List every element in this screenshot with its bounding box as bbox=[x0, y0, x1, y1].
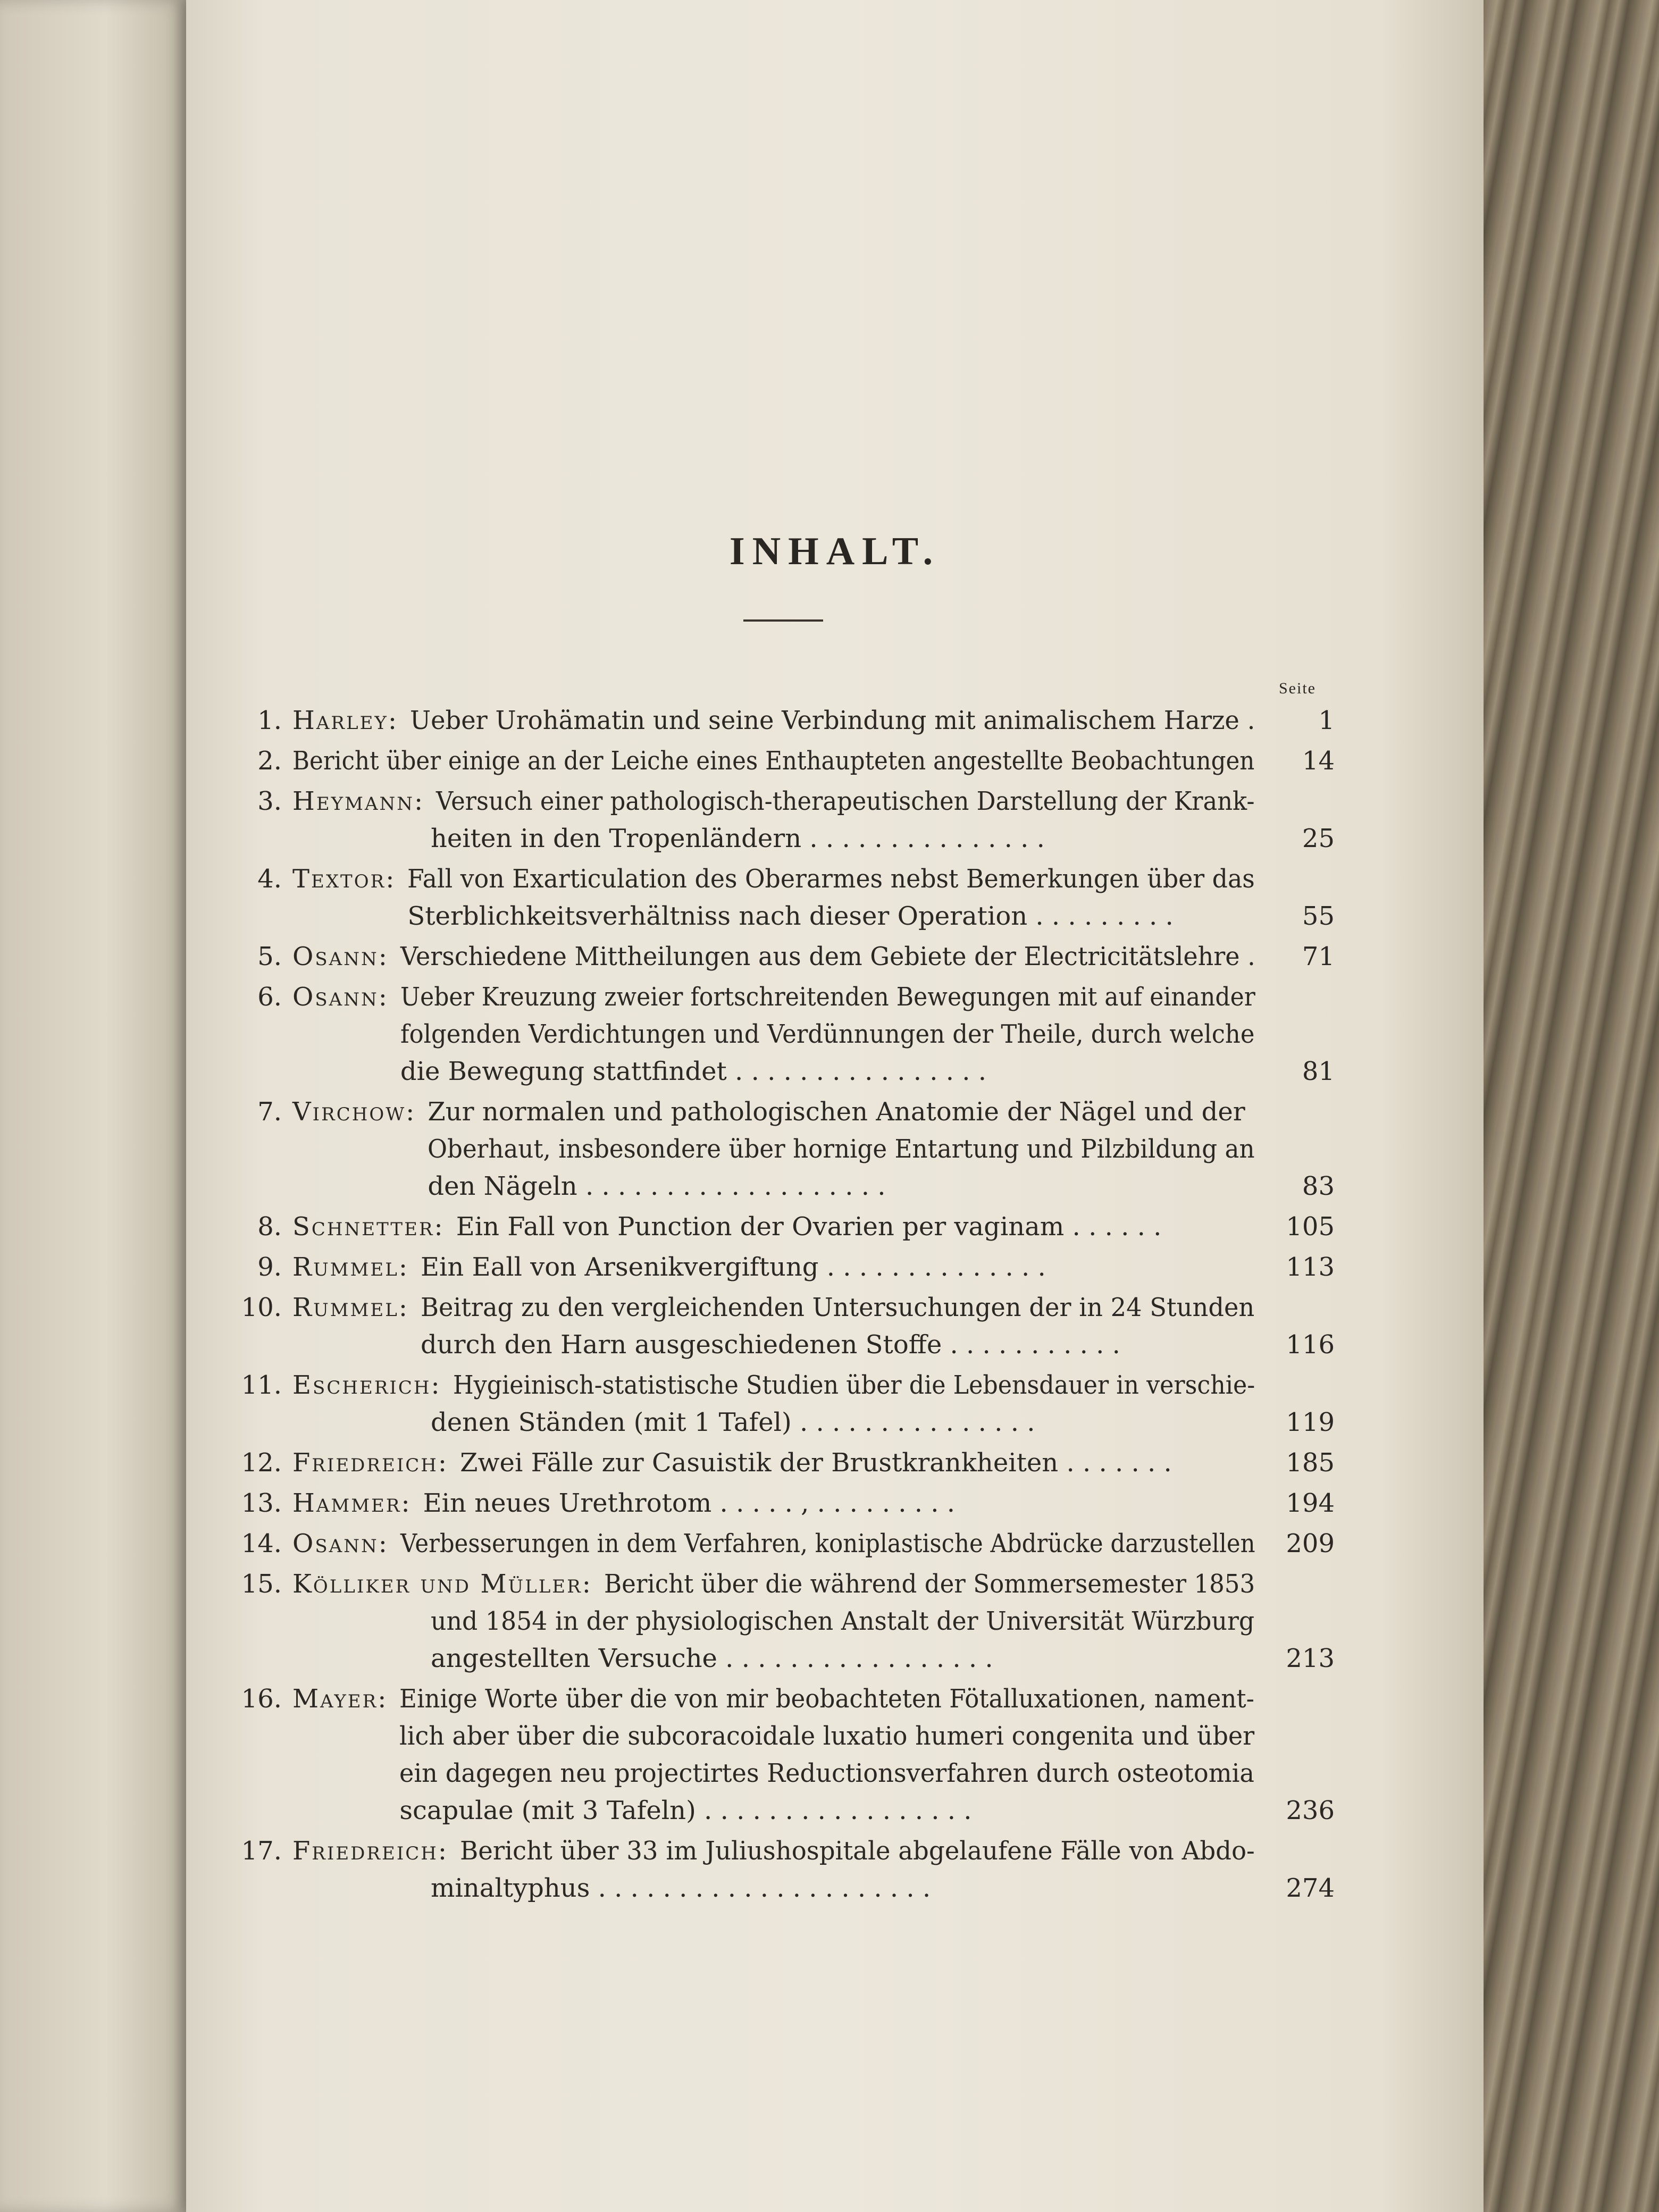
entry-title-line: Verschiedene Mittheilungen aus dem Gebiete der Electricitätslehre . bbox=[400, 942, 1255, 971]
entry-number: 16. bbox=[241, 1684, 282, 1714]
entry-title-line: ein dagegen neu projectirtes Reductionsverfahren durch osteotomia bbox=[399, 1758, 1255, 1788]
entry-title-line: und 1854 in der physiologischen Anstalt der Universität Würzburg bbox=[431, 1606, 1255, 1636]
entry-author: Virchow: bbox=[292, 1097, 416, 1127]
entry-page-number: 119 bbox=[1286, 1407, 1335, 1437]
entry-title-line: Bericht über einige an der Leiche eines Enthaupteten angestellte Beobachtungen bbox=[292, 746, 1255, 776]
entry-number: 3. bbox=[257, 786, 282, 816]
entry-title-line: Einige Worte über die von mir beobachteten Fötalluxationen, nament- bbox=[399, 1684, 1255, 1714]
entry-author: Escherich: bbox=[292, 1370, 441, 1400]
entry-page-number: 81 bbox=[1302, 1057, 1335, 1086]
entry-title-line: Versuch einer pathologisch-therapeutischen Darstellung der Krank- bbox=[436, 786, 1255, 816]
entry-number: 7. bbox=[257, 1097, 282, 1127]
entry-number: 13. bbox=[241, 1488, 282, 1518]
entry-number: 12. bbox=[241, 1448, 282, 1478]
entry-title-line: Ein Fall von Punction der Ovarien per vaginam . . . . . . bbox=[456, 1212, 1162, 1242]
entry-number: 1. bbox=[257, 706, 282, 735]
entry-title-line: heiten in den Tropenländern . . . . . . . . . . . . . . . bbox=[431, 824, 1045, 853]
entry-page-number: 116 bbox=[1286, 1330, 1335, 1360]
entry-title-line: Beitrag zu den vergleichenden Untersuchungen der in 24 Stunden bbox=[421, 1293, 1255, 1322]
entry-number: 10. bbox=[241, 1293, 282, 1322]
entry-author: Osann: bbox=[292, 1529, 389, 1559]
title-divider bbox=[743, 619, 823, 622]
entry-author: Schnetter: bbox=[292, 1212, 445, 1242]
entry-title-line: folgenden Verdichtungen und Verdünnungen der Theile, durch welche bbox=[400, 1019, 1255, 1049]
entry-title-line: Hygieinisch-statistische Studien über die Lebensdauer in verschie- bbox=[453, 1370, 1255, 1400]
entry-title-line: Ueber Kreuzung zweier fortschreitenden Bewegungen mit auf einander bbox=[400, 982, 1255, 1012]
entry-number: 8. bbox=[257, 1212, 282, 1242]
entry-title-line: die Bewegung stattfindet . . . . . . . . . . . . . . . . bbox=[400, 1057, 987, 1086]
entry-author: Friedreich: bbox=[292, 1448, 449, 1478]
entry-number: 9. bbox=[257, 1252, 282, 1282]
entry-number: 4. bbox=[257, 864, 282, 894]
entry-title-line: Fall von Exarticulation des Oberarmes nebst Bemerkungen über das bbox=[407, 864, 1255, 894]
entry-title-line: minaltyphus . . . . . . . . . . . . . . . . . . . . . bbox=[431, 1873, 931, 1903]
book-page bbox=[186, 0, 1484, 2212]
entry-author: Rummel: bbox=[292, 1252, 409, 1282]
entry-title-line: Ein Eall von Arsenikvergiftung . . . . . . . . . . . . . . bbox=[421, 1252, 1046, 1282]
entry-page-number: 185 bbox=[1286, 1448, 1335, 1478]
entry-title-line: Ein neues Urethrotom . . . . . , . . . . . . . . . bbox=[423, 1488, 956, 1518]
entry-number: 17. bbox=[241, 1836, 282, 1866]
entry-page-number: 83 bbox=[1302, 1171, 1335, 1201]
page-title: INHALT. bbox=[729, 530, 941, 573]
entry-page-number: 274 bbox=[1286, 1873, 1335, 1903]
entry-title-line: angestellten Versuche . . . . . . . . . . . . . . . . . bbox=[431, 1644, 993, 1673]
entry-page-number: 14 bbox=[1302, 746, 1335, 776]
entry-author: Heymann: bbox=[292, 786, 425, 816]
entry-author: Friedreich: bbox=[292, 1836, 449, 1866]
entry-title-line: durch den Harn ausgeschiedenen Stoffe . . . . . . . . . . . bbox=[421, 1330, 1120, 1360]
entry-page-number: 105 bbox=[1286, 1212, 1335, 1242]
entry-title-line: lich aber über die subcoracoidale luxatio humeri congenita und über bbox=[399, 1721, 1255, 1751]
entry-author: Osann: bbox=[292, 982, 389, 1012]
entry-page-number: 236 bbox=[1286, 1796, 1335, 1825]
entry-author: Mayer: bbox=[292, 1684, 388, 1714]
entry-author: Hammer: bbox=[292, 1488, 412, 1518]
entry-author: Rummel: bbox=[292, 1293, 409, 1322]
entry-page-number: 71 bbox=[1302, 942, 1335, 971]
entry-page-number: 113 bbox=[1286, 1252, 1335, 1282]
entry-title-line: Bericht über 33 im Juliushospitale abgelaufene Fälle von Abdo- bbox=[460, 1836, 1255, 1866]
entry-page-number: 209 bbox=[1286, 1529, 1335, 1559]
entry-page-number: 25 bbox=[1302, 824, 1335, 853]
entry-number: 5. bbox=[257, 942, 282, 971]
entry-title-line: Ueber Urohämatin und seine Verbindung mit animalischem Harze . bbox=[410, 706, 1255, 735]
entry-page-number: 55 bbox=[1302, 901, 1335, 931]
entry-number: 15. bbox=[241, 1569, 282, 1599]
entry-title-line: Zwei Fälle zur Casuistik der Brustkrankheiten . . . . . . . bbox=[460, 1448, 1172, 1478]
entry-number: 6. bbox=[257, 982, 282, 1012]
entry-number: 11. bbox=[241, 1370, 282, 1400]
previous-page-edge bbox=[0, 0, 191, 2212]
seite-column-label: Seite bbox=[1279, 680, 1316, 697]
entry-number: 14. bbox=[241, 1529, 282, 1559]
entry-title-line: Sterblichkeitsverhältniss nach dieser Operation . . . . . . . . . bbox=[407, 901, 1174, 931]
entry-title-line: den Nägeln . . . . . . . . . . . . . . . . . . . bbox=[428, 1171, 886, 1201]
entry-author: Kölliker und Müller: bbox=[292, 1569, 592, 1599]
entry-page-number: 1 bbox=[1318, 706, 1335, 735]
entry-title-line: Bericht über die während der Sommersemester 1853 bbox=[604, 1569, 1255, 1599]
entry-number: 2. bbox=[257, 746, 282, 776]
entry-author: Harley: bbox=[292, 706, 399, 735]
entry-title-line: scapulae (mit 3 Tafeln) . . . . . . . . . . . . . . . . . bbox=[399, 1796, 972, 1825]
entry-page-number: 213 bbox=[1286, 1644, 1335, 1673]
entry-page-number: 194 bbox=[1286, 1488, 1335, 1518]
entry-title-line: Oberhaut, insbesondere über hornige Entartung und Pilzbildung an bbox=[428, 1134, 1255, 1164]
entry-author: Osann: bbox=[292, 942, 389, 971]
entry-title-line: denen Ständen (mit 1 Tafel) . . . . . . . . . . . . . . . bbox=[431, 1407, 1035, 1437]
entry-title-line: Verbesserungen in dem Verfahren, koniplastische Abdrücke darzustellen bbox=[400, 1529, 1255, 1559]
entry-author: Textor: bbox=[292, 864, 396, 894]
entry-title-line: Zur normalen und pathologischen Anatomie der Nägel und der bbox=[428, 1097, 1245, 1127]
